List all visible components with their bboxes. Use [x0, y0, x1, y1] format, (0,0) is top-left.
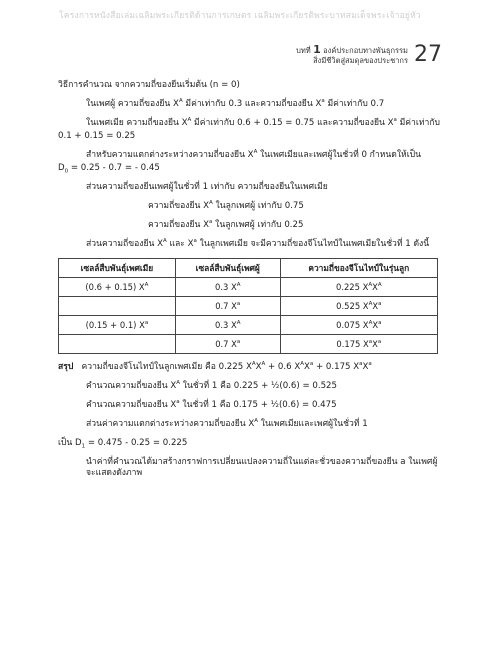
paragraph-daughter-freq: ส่วนความถี่ของยีน $X^A$ และ $X^a$ ในลูกเพศเมีย จะมีความถี่ของจีโนไทป์ในเพศเมียในชั่วที่ 1 ดังนี้ — [86, 238, 430, 249]
paragraph-diff-gen1: ส่วนค่าความแตกต่างระหว่างความถี่ของยีน $X^A$ ในเพศเมียและเพศผู้ในชั่วที่ 1 — [86, 418, 368, 429]
chapter-title: องค์ประกอบทางพันธุกรรม — [323, 46, 408, 55]
table-row — [59, 278, 438, 297]
table-body — [59, 278, 438, 354]
table-header-cell: เซลล์สืบพันธุ์เพศเมีย — [59, 259, 176, 278]
chapter-number: 1 — [313, 43, 321, 56]
table-cell: 0.3 $X^A$ — [175, 278, 280, 297]
table-cell: 0.7 $X^a$ — [175, 297, 280, 316]
table-cell — [59, 335, 176, 354]
paragraph-calc-a: คำนวณความถี่ของยีน $X^a$ ในชั่วที่ 1 คือ 0.175 + ½(0.6) = 0.475 — [86, 399, 337, 410]
paragraph-graph-intro: นำค่าที่คำนวณได้มาสร้างกราฟการเปลี่ยนแปลงความถี่ในแต่ละชั่วของความถี่ของยีน a ในเพศผู้ จะแสดงดังภาพ — [86, 457, 438, 478]
summary-text: ความถี่ของจีโนไทป์ในลูกเพศเมีย คือ 0.225 $X^AX^A + 0.6$ $X^AX^a + 0.175$ $X^aX^a$ — [81, 361, 372, 372]
table-cell: 0.525 $X^AX^a$ — [280, 297, 437, 316]
page-number: 27 — [414, 42, 442, 67]
chapter-subtitle: สิ่งมีชีวิตสู่สมดุลของประชากร — [313, 56, 408, 65]
table-row — [59, 316, 438, 335]
table-cell: 0.3 $X^A$ — [175, 316, 280, 335]
paragraph-summary — [58, 362, 438, 373]
paragraph-d1: เป็น $D_1 = 0.475 - 0.25 = 0.225$ — [58, 438, 188, 450]
table-header-row — [59, 259, 438, 278]
table-row — [59, 335, 438, 354]
table-header-cell: ความถี่ของจีโนไทป์ในรุ่นลูก — [280, 259, 437, 278]
table-cell: (0.15 + 0.1) $X^a$ — [59, 316, 176, 335]
paragraph-son-freq-A: ความถี่ของยีน $X^A$ ในลูกเพศผู้ เท่ากับ 0.75 — [148, 200, 304, 211]
page-header — [296, 44, 442, 66]
table-cell: 0.7 $X^a$ — [175, 335, 280, 354]
table-cell — [59, 297, 176, 316]
paragraph-method: วิธีการคำนวณ จากความถี่ของยีนเริ่มต้น (n = 0) — [58, 80, 240, 90]
paragraph-male-gen1: ส่วนความถี่ของยีนเพศผู้ในชั่วที่ 1 เท่ากับ ความถี่ของยีนในเพศเมีย — [86, 182, 328, 192]
watermark-text: โครงการหนังสือเล่มเฉลิมพระเกียรติด้านการเกษตร เฉลิมพระเกียรติพระบาทสมเด็จพระเจ้าอยู่หัว — [59, 11, 421, 21]
table-cell: 0.075 $X^AX^a$ — [280, 316, 437, 335]
paragraph-calc-A: คำนวณความถี่ของยีน $X^A$ ในชั่วที่ 1 คือ 0.225 + ½(0.6) = 0.525 — [86, 380, 337, 391]
chapter-title-line1 — [296, 45, 408, 56]
paragraph-male-freq: ในเพศผู้ ความถี่ของยีน $X^A$ มีค่าเท่ากับ 0.3 และความถี่ของยีน $X^a$ มีค่าเท่ากับ 0.7 — [86, 98, 385, 109]
table-cell: 0.175 $X^aX^a$ — [280, 335, 437, 354]
paragraph-female-freq-cont: 0.1 + 0.15 = 0.25 — [58, 131, 136, 141]
page-body — [58, 80, 438, 487]
table-header-cell: เซลล์สืบพันธุ์เพศผู้ — [175, 259, 280, 278]
chapter-prefix: บทที่ — [296, 46, 311, 55]
table-cell: (0.6 + 0.15) $X^A$ — [59, 278, 176, 297]
genotype-table — [58, 258, 438, 354]
paragraph-son-freq-a: ความถี่ของยีน $X^a$ ในลูกเพศผู้ เท่ากับ 0.25 — [148, 219, 304, 230]
summary-label: สรุป — [58, 362, 74, 372]
table-cell: 0.225 $X^AX^A$ — [280, 278, 437, 297]
paragraph-female-freq: ในเพศเมีย ความถี่ของยีน $X^A$ มีค่าเท่ากับ 0.6 + 0.15 = 0.75 และความถี่ของยีน $X^a$ มีค่าเท่ากับ — [86, 117, 440, 128]
paragraph-difference: สำหรับความแตกต่างระหว่างความถี่ของยีน $X^A$ ในเพศเมียและเพศผู้ในชั่วที่ 0 กำหนดให้เป็น — [86, 149, 421, 160]
table-row — [59, 297, 438, 316]
paragraph-d0: $D_0 = 0.25 - 0.7$ = - 0.45 — [58, 163, 160, 175]
chapter-heading — [296, 45, 408, 66]
